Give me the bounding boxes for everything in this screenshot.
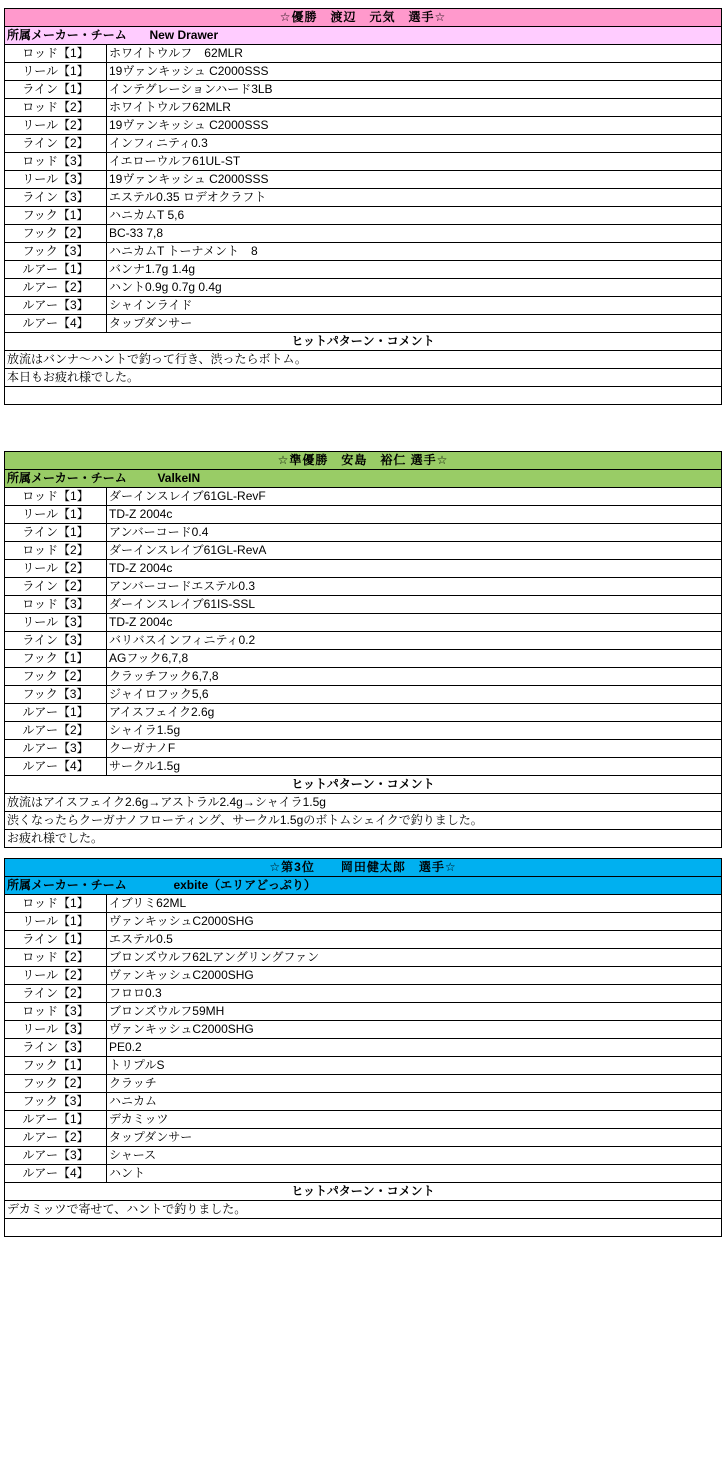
row-label: ライン【1】 xyxy=(5,524,107,542)
row-label: フック【3】 xyxy=(5,686,107,704)
row-label: ロッド【1】 xyxy=(5,45,107,63)
row-value: ハント0.9g 0.7g 0.4g xyxy=(107,279,722,297)
row-value: TD-Z 2004c xyxy=(107,560,722,578)
pattern-header: ヒットパターン・コメント xyxy=(5,333,722,351)
table-row xyxy=(5,189,722,207)
table-row xyxy=(5,225,722,243)
comment-line: 渋くなったらクーガナノフローティング、サークル1.5gのボトムシェイクで釣りました。 xyxy=(5,812,722,830)
result-block-2 xyxy=(4,451,722,848)
row-label: フック【2】 xyxy=(5,668,107,686)
row-label: リール【3】 xyxy=(5,1021,107,1039)
row-value: ヴァンキッシュC2000SHG xyxy=(107,913,722,931)
table-row xyxy=(5,506,722,524)
row-value: ブロンズウルフ62Lアングリングファン xyxy=(107,949,722,967)
comment-row xyxy=(5,794,722,812)
row-label: リール【2】 xyxy=(5,560,107,578)
team-row xyxy=(5,470,722,488)
table-row xyxy=(5,117,722,135)
row-label: ルアー【3】 xyxy=(5,1147,107,1165)
row-label: ルアー【4】 xyxy=(5,758,107,776)
table-row xyxy=(5,135,722,153)
row-value: TD-Z 2004c xyxy=(107,614,722,632)
result-table-3 xyxy=(4,858,722,1237)
table-row xyxy=(5,1021,722,1039)
row-label: ロッド【3】 xyxy=(5,596,107,614)
row-label: ロッド【3】 xyxy=(5,1003,107,1021)
row-label: フック【1】 xyxy=(5,207,107,225)
table-row xyxy=(5,315,722,333)
table-row xyxy=(5,279,722,297)
table-row xyxy=(5,524,722,542)
title-row xyxy=(5,452,722,470)
row-label: ルアー【1】 xyxy=(5,1111,107,1129)
pattern-header: ヒットパターン・コメント xyxy=(5,776,722,794)
row-value: インフィニティ0.3 xyxy=(107,135,722,153)
row-value: エステル0.5 xyxy=(107,931,722,949)
row-label: ロッド【2】 xyxy=(5,99,107,117)
row-value: イエローウルフ61UL-ST xyxy=(107,153,722,171)
row-label: ルアー【2】 xyxy=(5,279,107,297)
table-row xyxy=(5,668,722,686)
row-value: ブロンズウルフ59MH xyxy=(107,1003,722,1021)
table-row xyxy=(5,171,722,189)
row-value: アイスフェイク2.6g xyxy=(107,704,722,722)
pattern-header: ヒットパターン・コメント xyxy=(5,1183,722,1201)
block-spacer xyxy=(4,848,722,858)
row-value: ダーインスレイブ61GL-RevF xyxy=(107,488,722,506)
row-label: リール【1】 xyxy=(5,63,107,81)
table-row xyxy=(5,632,722,650)
row-value: シャース xyxy=(107,1147,722,1165)
team-cell xyxy=(5,470,722,488)
page-title: ☆準優勝 安島 裕仁 選手☆ xyxy=(5,452,722,470)
table-row xyxy=(5,63,722,81)
team-row xyxy=(5,27,722,45)
table-row xyxy=(5,45,722,63)
table-row xyxy=(5,153,722,171)
row-value: イブリミ62ML xyxy=(107,895,722,913)
team-cell xyxy=(5,877,722,895)
table-row xyxy=(5,81,722,99)
comment-row xyxy=(5,830,722,848)
table-row xyxy=(5,1075,722,1093)
row-label: フック【2】 xyxy=(5,1075,107,1093)
row-value: TD-Z 2004c xyxy=(107,506,722,524)
comment-line xyxy=(5,1219,722,1237)
row-value: タップダンサー xyxy=(107,315,722,333)
table-row xyxy=(5,560,722,578)
row-value: ヴァンキッシュC2000SHG xyxy=(107,1021,722,1039)
pattern-header-row xyxy=(5,776,722,794)
row-label: ライン【3】 xyxy=(5,632,107,650)
table-row xyxy=(5,488,722,506)
table-row xyxy=(5,261,722,279)
row-label: ライン【2】 xyxy=(5,135,107,153)
row-value: ダーインスレイブ61GL-RevA xyxy=(107,542,722,560)
table-row xyxy=(5,243,722,261)
row-label: リール【1】 xyxy=(5,506,107,524)
table-row xyxy=(5,704,722,722)
row-label: ライン【2】 xyxy=(5,578,107,596)
comment-line xyxy=(5,387,722,405)
table-row xyxy=(5,758,722,776)
row-label: ライン【3】 xyxy=(5,189,107,207)
comment-line: 本日もお疲れ様でした。 xyxy=(5,369,722,387)
row-value: 19ヴァンキッシュ C2000SSS xyxy=(107,171,722,189)
row-value: ダーインスレイブ61IS-SSL xyxy=(107,596,722,614)
row-label: ライン【2】 xyxy=(5,985,107,1003)
row-value: クラッチ xyxy=(107,1075,722,1093)
table-row xyxy=(5,1147,722,1165)
row-label: ライン【1】 xyxy=(5,931,107,949)
row-value: ハニカムT トーナメント 8 xyxy=(107,243,722,261)
result-table-2 xyxy=(4,451,722,848)
row-label: リール【2】 xyxy=(5,117,107,135)
row-value: ジャイロフック5,6 xyxy=(107,686,722,704)
row-label: リール【1】 xyxy=(5,913,107,931)
row-value: インテグレーションハード3LB xyxy=(107,81,722,99)
row-value: ホワイトウルフ 62MLR xyxy=(107,45,722,63)
comment-line: 放流はアイスフェイク2.6g→アストラル2.4g→シャイラ1.5g xyxy=(5,794,722,812)
table-row xyxy=(5,1111,722,1129)
team-label: 所属メーカー・チーム xyxy=(7,470,127,485)
row-value: ホワイトウルフ62MLR xyxy=(107,99,722,117)
team-name: New Drawer xyxy=(149,27,219,42)
team-label: 所属メーカー・チーム xyxy=(7,877,127,892)
comment-row xyxy=(5,1219,722,1237)
table-row xyxy=(5,1129,722,1147)
row-label: ルアー【2】 xyxy=(5,722,107,740)
team-row xyxy=(5,877,722,895)
row-value: シャインライド xyxy=(107,297,722,315)
table-row xyxy=(5,967,722,985)
row-label: リール【3】 xyxy=(5,614,107,632)
table-row xyxy=(5,650,722,668)
table-row xyxy=(5,1093,722,1111)
title-row xyxy=(5,9,722,27)
row-value: エステル0.35 ロデオクラフト xyxy=(107,189,722,207)
pattern-header-row xyxy=(5,1183,722,1201)
pattern-header-row xyxy=(5,333,722,351)
row-value: デカミッツ xyxy=(107,1111,722,1129)
comment-row xyxy=(5,1201,722,1219)
comment-line: デカミッツで寄せて、ハントで釣りました。 xyxy=(5,1201,722,1219)
row-value: ハント xyxy=(107,1165,722,1183)
table-row xyxy=(5,542,722,560)
row-value: ヴァンキッシュC2000SHG xyxy=(107,967,722,985)
row-label: フック【2】 xyxy=(5,225,107,243)
row-value: クラッチフック6,7,8 xyxy=(107,668,722,686)
table-row xyxy=(5,895,722,913)
row-value: バンナ1.7g 1.4g xyxy=(107,261,722,279)
table-row xyxy=(5,740,722,758)
row-value: 19ヴァンキッシュ C2000SSS xyxy=(107,117,722,135)
comment-row xyxy=(5,351,722,369)
row-value: タップダンサー xyxy=(107,1129,722,1147)
row-value: ハニカムT 5,6 xyxy=(107,207,722,225)
result-block-3 xyxy=(4,858,722,1237)
row-label: ロッド【1】 xyxy=(5,895,107,913)
row-value: PE0.2 xyxy=(107,1039,722,1057)
row-label: フック【1】 xyxy=(5,1057,107,1075)
row-value: サークル1.5g xyxy=(107,758,722,776)
row-value: フロロ0.3 xyxy=(107,985,722,1003)
table-row xyxy=(5,949,722,967)
team-name: ValkeIN xyxy=(157,470,201,485)
row-label: フック【3】 xyxy=(5,243,107,261)
comment-line: お疲れ様でした。 xyxy=(5,830,722,848)
result-table-1 xyxy=(4,8,722,405)
table-row xyxy=(5,207,722,225)
table-row xyxy=(5,297,722,315)
row-value: BC-33 7,8 xyxy=(107,225,722,243)
row-label: ロッド【3】 xyxy=(5,153,107,171)
table-row xyxy=(5,1039,722,1057)
result-block-1 xyxy=(4,8,722,405)
row-label: フック【3】 xyxy=(5,1093,107,1111)
table-row xyxy=(5,614,722,632)
row-label: ロッド【1】 xyxy=(5,488,107,506)
comment-row xyxy=(5,812,722,830)
table-row xyxy=(5,1057,722,1075)
row-value: クーガナノF xyxy=(107,740,722,758)
table-row xyxy=(5,99,722,117)
table-row xyxy=(5,1165,722,1183)
row-value: ハニカム xyxy=(107,1093,722,1111)
table-row xyxy=(5,596,722,614)
row-label: ルアー【4】 xyxy=(5,1165,107,1183)
row-label: ルアー【1】 xyxy=(5,704,107,722)
table-row xyxy=(5,722,722,740)
block-spacer xyxy=(4,405,722,451)
table-row xyxy=(5,1003,722,1021)
row-label: フック【1】 xyxy=(5,650,107,668)
row-label: ルアー【3】 xyxy=(5,740,107,758)
table-row xyxy=(5,985,722,1003)
row-value: トリプルS xyxy=(107,1057,722,1075)
title-row xyxy=(5,859,722,877)
row-value: 19ヴァンキッシュ C2000SSS xyxy=(107,63,722,81)
row-label: ルアー【2】 xyxy=(5,1129,107,1147)
team-name: exbite（エリアどっぷり） xyxy=(173,877,316,892)
row-value: バリバスインフィニティ0.2 xyxy=(107,632,722,650)
row-label: ルアー【1】 xyxy=(5,261,107,279)
row-label: ライン【3】 xyxy=(5,1039,107,1057)
row-value: AGフック6,7,8 xyxy=(107,650,722,668)
row-value: アンバーコードエステル0.3 xyxy=(107,578,722,596)
row-label: ライン【1】 xyxy=(5,81,107,99)
row-label: ルアー【4】 xyxy=(5,315,107,333)
row-label: ロッド【2】 xyxy=(5,542,107,560)
row-label: リール【3】 xyxy=(5,171,107,189)
comment-row xyxy=(5,369,722,387)
row-value: シャイラ1.5g xyxy=(107,722,722,740)
comment-row xyxy=(5,387,722,405)
row-label: リール【2】 xyxy=(5,967,107,985)
table-row xyxy=(5,931,722,949)
table-row xyxy=(5,686,722,704)
row-value: アンバーコード0.4 xyxy=(107,524,722,542)
comment-line: 放流はバンナ〜ハントで釣って行き、渋ったらボトム。 xyxy=(5,351,722,369)
team-label: 所属メーカー・チーム xyxy=(7,27,127,42)
team-cell xyxy=(5,27,722,45)
page-title: ☆第3位 岡田健太郎 選手☆ xyxy=(5,859,722,877)
table-row xyxy=(5,578,722,596)
table-row xyxy=(5,913,722,931)
row-label: ロッド【2】 xyxy=(5,949,107,967)
row-label: ルアー【3】 xyxy=(5,297,107,315)
page-title: ☆優勝 渡辺 元気 選手☆ xyxy=(5,9,722,27)
